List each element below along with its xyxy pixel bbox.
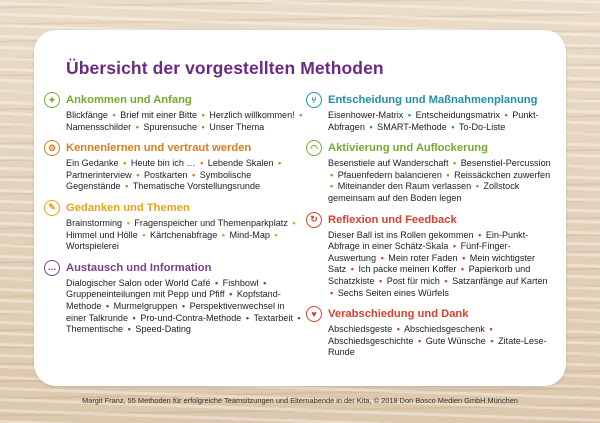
section-heading: Ankommen und Anfang: [66, 94, 192, 106]
bullet-separator: •: [446, 169, 450, 180]
method-item: Thementische: [66, 324, 124, 335]
bullet-separator: •: [396, 324, 400, 335]
method-item: Spurensuche: [143, 121, 198, 132]
method-item: Satzanfänge auf Karten: [452, 275, 548, 286]
lightbulb-icon: ✦: [44, 92, 60, 108]
method-item: Eisenhower-Matrix: [328, 110, 404, 120]
right-column: [306, 92, 554, 366]
method-item: Perspektivenwechsel in einer Talkrunde: [66, 300, 285, 323]
copyright-footer: Margit Franz, 55 Methoden für erfolgreiche Teamsitzungen und Elternabende in der Kita, © 2018 Don Bosco Medien GmbH München: [82, 396, 518, 405]
method-item: Dieser Ball ist ins Rollen gekommen: [328, 229, 474, 240]
method-item: Speed-Dating: [135, 324, 191, 335]
section-items: [66, 158, 306, 193]
page-title: Übersicht der vorgestellten Methoden: [66, 58, 384, 78]
method-item: Wortspielerei: [66, 241, 119, 252]
bullet-separator: •: [127, 324, 131, 335]
method-item: Mein roter Faden: [388, 252, 458, 263]
method-item: Gute Wünsche: [425, 335, 486, 346]
method-item: Mein wichtigster Satz: [328, 252, 535, 275]
method-item: Pro-und-Contra-Methode: [140, 312, 242, 323]
method-item: Pfauenfedern balancieren: [337, 169, 442, 180]
bullet-separator: •: [201, 121, 205, 132]
bullet-separator: •: [105, 300, 110, 311]
bullet-separator: •: [191, 169, 196, 180]
method-item: Ich packe meinen Koffer: [358, 264, 457, 275]
bullet-separator: •: [369, 121, 373, 132]
method-item: Sechs Seiten eines Würfels: [337, 287, 449, 298]
bullet-separator: •: [330, 287, 334, 298]
wifi-icon: ◠: [306, 140, 322, 156]
section-heading: Aktivierung und Auflockerung: [328, 142, 488, 155]
bullet-separator: •: [451, 121, 455, 132]
pencil-icon: ✎: [44, 200, 60, 216]
section-gedanken: [44, 200, 306, 253]
method-item: Kärtchenabfrage: [150, 229, 218, 240]
method-item: Ein-Punkt-Abfrage in einer Schätz-Skala: [328, 229, 529, 252]
section-kennenlernen: [44, 140, 306, 193]
method-item: Ein Gedanke: [66, 158, 119, 169]
method-item: Zitate-Lese-Runde: [328, 335, 547, 358]
section-austausch: [44, 260, 306, 336]
bullet-separator: •: [181, 300, 186, 311]
bullet-separator: •: [135, 121, 139, 132]
section-items: [328, 110, 554, 133]
method-item: Zollstock gemeinsam auf den Boden legen: [328, 181, 520, 203]
bullet-separator: •: [221, 229, 225, 240]
section-heading: Kennenlernen und vertraut werden: [66, 142, 252, 155]
section-heading: Entscheidung und Maßnahmenplanung: [328, 94, 538, 106]
bullet-separator: •: [263, 277, 267, 288]
branch-icon: ⑂: [306, 92, 322, 108]
left-column: [44, 92, 306, 343]
section-entscheidung: [306, 92, 554, 133]
method-item: Symbolische Gegenstände: [66, 169, 252, 192]
bullet-separator: •: [112, 110, 116, 120]
method-item: Thematische Vorstellungsrunde: [132, 181, 261, 192]
bullet-separator: •: [489, 324, 493, 335]
bullet-separator: •: [126, 217, 130, 228]
bullet-separator: •: [229, 289, 233, 300]
section-verabschiedung: [306, 306, 554, 359]
method-item: Fünf-Finger-Auswertung: [328, 241, 511, 263]
bullet-separator: •: [297, 312, 301, 323]
section-reflexion: [306, 212, 554, 300]
method-item: Abschiedsgeschichte: [328, 335, 414, 346]
section-heading: Reflexion und Feedback: [328, 213, 457, 226]
method-item: Besenstiel-Percussion: [460, 158, 551, 169]
bullet-separator: •: [460, 264, 465, 275]
method-item: SMART-Methode: [377, 121, 447, 132]
methods-card: [34, 30, 566, 386]
method-item: To-Do-Liste: [458, 121, 506, 132]
method-item: Heute bin ich …: [130, 158, 196, 169]
bullet-separator: •: [330, 169, 334, 180]
method-item: Herzlich willkommen!: [209, 110, 295, 120]
bullet-separator: •: [201, 110, 205, 120]
method-item: Entscheidungsmatrix: [415, 110, 500, 120]
bullet-separator: •: [214, 277, 219, 288]
method-item: Abschiedsgeste: [328, 324, 393, 335]
bullet-separator: •: [292, 217, 296, 228]
method-item: Brief mit einer Bitte: [120, 110, 198, 120]
section-heading: Austausch und Information: [66, 261, 212, 274]
method-item: Fishbowl: [222, 277, 259, 288]
method-item: Brainstorming: [66, 217, 123, 228]
section-items: [66, 110, 306, 133]
handshake-icon: ♥: [306, 306, 322, 322]
method-item: Abschiedsgeschenk: [403, 324, 485, 335]
bullet-separator: •: [504, 110, 508, 120]
bullet-separator: •: [299, 110, 303, 120]
bullet-separator: •: [136, 169, 140, 180]
method-item: Gruppeneinteilungen mit Pepp und Pfiff: [66, 289, 225, 300]
bullet-separator: •: [274, 229, 278, 240]
bullet-separator: •: [123, 158, 127, 169]
bullet-separator: •: [132, 312, 136, 323]
bullet-separator: •: [462, 252, 466, 263]
method-item: Post für mich: [386, 275, 440, 286]
section-items: [328, 324, 554, 359]
method-item: Kopfstand-Methode: [66, 289, 281, 311]
method-item: Reissäckchen zuwerfen: [454, 169, 551, 180]
bullet-separator: •: [417, 335, 422, 346]
bullet-separator: •: [452, 241, 457, 252]
bullet-separator: •: [453, 158, 457, 169]
section-items: [66, 218, 306, 253]
bullet-separator: •: [330, 181, 334, 192]
method-item: Fragenspeicher und Themenparkplatz: [134, 217, 288, 228]
section-heading: Verabschiedung und Dank: [328, 308, 469, 321]
method-item: Blickfänge: [66, 110, 108, 120]
method-item: Textarbeit: [253, 312, 293, 323]
bullet-separator: •: [475, 181, 479, 192]
method-item: Miteinander den Raum verlassen: [337, 181, 472, 192]
method-item: Mind-Map: [229, 229, 270, 240]
bullet-separator: •: [379, 275, 383, 286]
method-item: Unser Thema: [209, 121, 265, 132]
method-item: Besenstiele auf Wanderschaft: [328, 158, 449, 169]
method-item: Himmel und Hölle: [66, 229, 138, 240]
method-item: Partnerinterview: [66, 169, 132, 180]
bullet-separator: •: [350, 264, 354, 275]
section-items: [66, 278, 306, 336]
method-item: Namensschilder: [66, 121, 132, 132]
section-aktivierung: [306, 140, 554, 204]
method-item: Murmelgruppen: [113, 300, 178, 311]
method-item: Papierkorb und Schatzkiste: [328, 264, 531, 286]
section-heading: Gedanken und Themen: [66, 201, 190, 214]
method-item: Dialogischer Salon oder World Café: [66, 277, 211, 288]
section-ankommen: [44, 92, 306, 133]
section-items: [328, 158, 554, 204]
bullet-separator: •: [245, 312, 250, 323]
bullet-separator: •: [478, 229, 482, 240]
bullet-separator: •: [407, 110, 412, 120]
method-item: Postkarten: [143, 169, 188, 180]
refresh-icon: ↻: [306, 212, 322, 228]
bullet-separator: •: [142, 229, 146, 240]
bullet-separator: •: [380, 252, 384, 263]
method-item: Punkt-Abfragen: [328, 110, 539, 132]
bullet-separator: •: [444, 275, 448, 286]
bullet-separator: •: [278, 158, 282, 169]
bullet-separator: •: [125, 181, 129, 192]
section-items: [328, 230, 554, 300]
bullet-separator: •: [490, 335, 494, 346]
bullet-separator: •: [200, 158, 204, 169]
method-item: Lebende Skalen: [207, 158, 274, 169]
speech-bubble-icon: …: [44, 260, 60, 276]
gear-icon: ⚙: [44, 140, 60, 156]
